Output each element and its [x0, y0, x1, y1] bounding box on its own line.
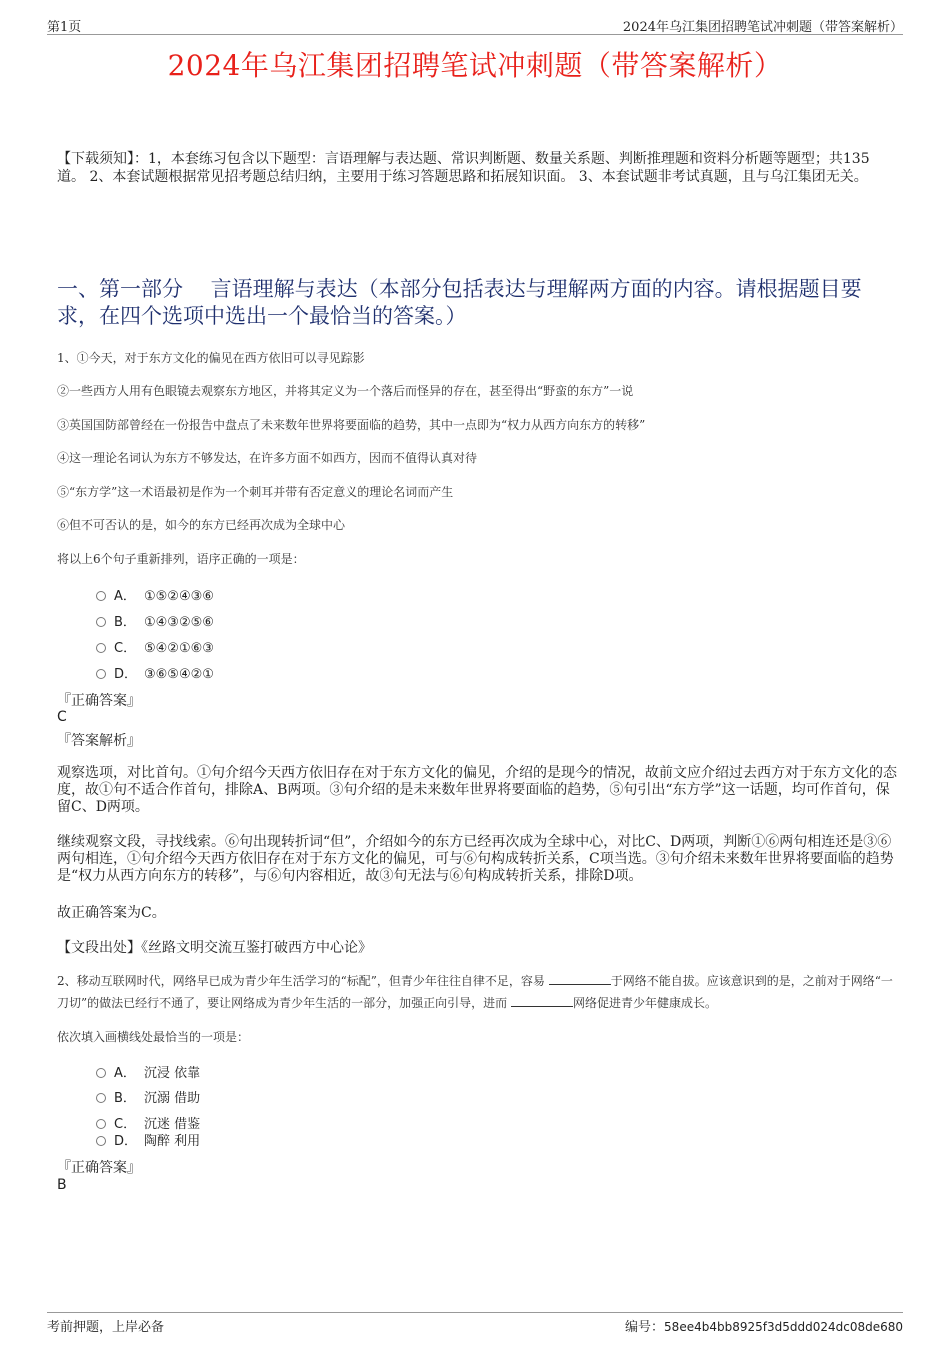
option-letter: B． — [114, 615, 136, 630]
radio-icon[interactable] — [96, 1136, 106, 1146]
q2-blank-1 — [549, 972, 611, 985]
q1-sentence-1: 1、①今天，对于东方文化的偏见在西方依旧可以寻见踪影 — [57, 351, 365, 365]
q1-option-d[interactable] — [96, 663, 214, 682]
option-letter: A． — [114, 589, 136, 604]
q1-sentence-5: ⑤“东方学”这一术语最初是作为一个刺耳并带有否定意义的理论名词而产生 — [57, 485, 454, 499]
page-footer — [47, 1312, 903, 1335]
option-text: ③⑥⑤④②① — [144, 667, 214, 682]
q1-sentence-4: ④这一理论名词认为东方不够发达，在许多方面不如西方，因而不值得认真对待 — [57, 451, 478, 465]
q1-analysis-paragraph-2: 继续观察文段，寻找线索。⑥句出现转折词“但”，介绍如今的东方已经再次成为全球中心，对比C、D两项，判断①⑥两句相连还是③⑥两句相连，①句介绍今天西方依旧存在对于东方文化的偏见，可与⑥句构成转折关系，C项当选。③句介绍未来数年世界将要面临的趋势是“权力从西方向东方的转移”，与⑥句内容相近，故③句无法与⑥句构成转折关系，排除D项。 — [57, 834, 894, 884]
option-text: 陶醉 利用 — [144, 1134, 201, 1149]
footer-code — [625, 1316, 903, 1335]
option-text: ①④③②⑤⑥ — [144, 615, 214, 630]
q1-option-a[interactable] — [96, 585, 214, 604]
q2-blank-2 — [511, 994, 573, 1007]
q2-option-d[interactable] — [96, 1130, 200, 1149]
q1-analysis-paragraph-1: 观察选项，对比首句。①句介绍今天西方依旧存在对于东方文化的偏见，介绍的是现今的情况，故前文应介绍过去西方对于东方文化的态度，故①句不适合作首句，排除A、B两项。③句介绍的是未来数年世界将要面临的趋势，⑤句引出“东方学”这一话题，均可作首句，保留C、D两项。 — [57, 765, 897, 815]
q1-source: 【文段出处】《丝路文明交流互鉴打破西方中心论》 — [57, 940, 372, 956]
q1-analysis-label: 『答案解析』 — [57, 733, 141, 749]
q1-option-b[interactable] — [96, 611, 214, 630]
footer-code-value: 58ee4b4bb8925f3d5ddd024dc08de680 — [664, 1320, 903, 1334]
header-doc-title: 2024年乌江集团招聘笔试冲刺题（带答案解析） — [622, 20, 903, 35]
radio-icon[interactable] — [96, 1068, 106, 1078]
q2-stem-part-1: 2、移动互联网时代，网络早已成为青少年生活学习的“标配”，但青少年往往自律不足，容易 — [57, 974, 545, 988]
q2-stem-part-3: 网络促进青少年健康成长。 — [572, 996, 717, 1010]
q1-answer-label: 『正确答案』 — [57, 693, 141, 709]
q1-prompt: 将以上6个句子重新排列，语序正确的一项是： — [57, 552, 305, 566]
page-header — [47, 14, 903, 35]
q2-stem — [57, 970, 897, 1014]
option-letter: B． — [114, 1091, 136, 1106]
footer-code-label: 编号： — [625, 1320, 665, 1335]
option-text: 沉浸 依靠 — [144, 1066, 201, 1081]
radio-icon[interactable] — [96, 1093, 106, 1103]
q1-sentence-2: ②一些西方人用有色眼镜去观察东方地区，并将其定义为一个落后而怪异的存在，甚至得出“野蛮的东方”一说 — [57, 384, 634, 398]
document-title: 2024年乌江集团招聘笔试冲刺题（带答案解析） — [167, 49, 783, 82]
option-letter: C． — [114, 641, 137, 656]
q2-answer: B — [57, 1177, 67, 1193]
option-text: 沉溺 借助 — [144, 1091, 201, 1106]
option-text: 沉迷 借鉴 — [144, 1117, 201, 1132]
option-letter: D． — [114, 667, 138, 682]
q2-option-a[interactable] — [96, 1062, 200, 1081]
q1-option-c[interactable] — [96, 637, 214, 656]
q2-prompt: 依次填入画横线处最恰当的一项是： — [57, 1030, 250, 1044]
radio-icon[interactable] — [96, 591, 106, 601]
footer-slogan: 考前押题，上岸必备 — [47, 1320, 165, 1335]
radio-icon[interactable] — [96, 617, 106, 627]
q1-sentence-3: ③英国国防部曾经在一份报告中盘点了未来数年世界将要面临的趋势，其中一点即为“权力从西方向东方的转移” — [57, 418, 646, 432]
download-notice: 【下载须知】：1，本套练习包含以下题型：言语理解与表达题、常识判断题、数量关系题、判断推理题和资料分析题等题型；共135道。 2、本套试题根据常见招考题总结归纳，主要用于练习答题思路和拓展知识面。 3、本套试题非考试真题，且与乌江集团无关。 — [57, 151, 870, 185]
q2-answer-label: 『正确答案』 — [57, 1160, 141, 1176]
option-text: ①⑤②④③⑥ — [144, 589, 214, 604]
q2-stem-part-2: 于网络不能自拔。应该意识到的是，之前对于网络“一刀切”的做法已经行不通了，要让网络成为青少年生活的一部分，加强正向引导，进而 — [57, 974, 893, 1010]
radio-icon[interactable] — [96, 669, 106, 679]
radio-icon[interactable] — [96, 1119, 106, 1129]
q1-answer: C — [57, 709, 67, 725]
option-text: ⑤④②①⑥③ — [144, 641, 214, 656]
page-number: 第1页 — [47, 20, 82, 35]
section-title: 一、第一部分 言语理解与表达（本部分包括表达与理解两方面的内容。请根据题目要求，在四个选项中选出一个最恰当的答案。） — [57, 277, 862, 328]
option-letter: D． — [114, 1134, 138, 1149]
radio-icon[interactable] — [96, 643, 106, 653]
option-letter: C． — [114, 1117, 137, 1132]
q1-sentence-6: ⑥但不可否认的是，如今的东方已经再次成为全球中心 — [57, 518, 346, 532]
option-letter: A． — [114, 1066, 136, 1081]
q2-option-b[interactable] — [96, 1087, 200, 1106]
q1-analysis-conclusion: 故正确答案为C。 — [57, 905, 166, 921]
